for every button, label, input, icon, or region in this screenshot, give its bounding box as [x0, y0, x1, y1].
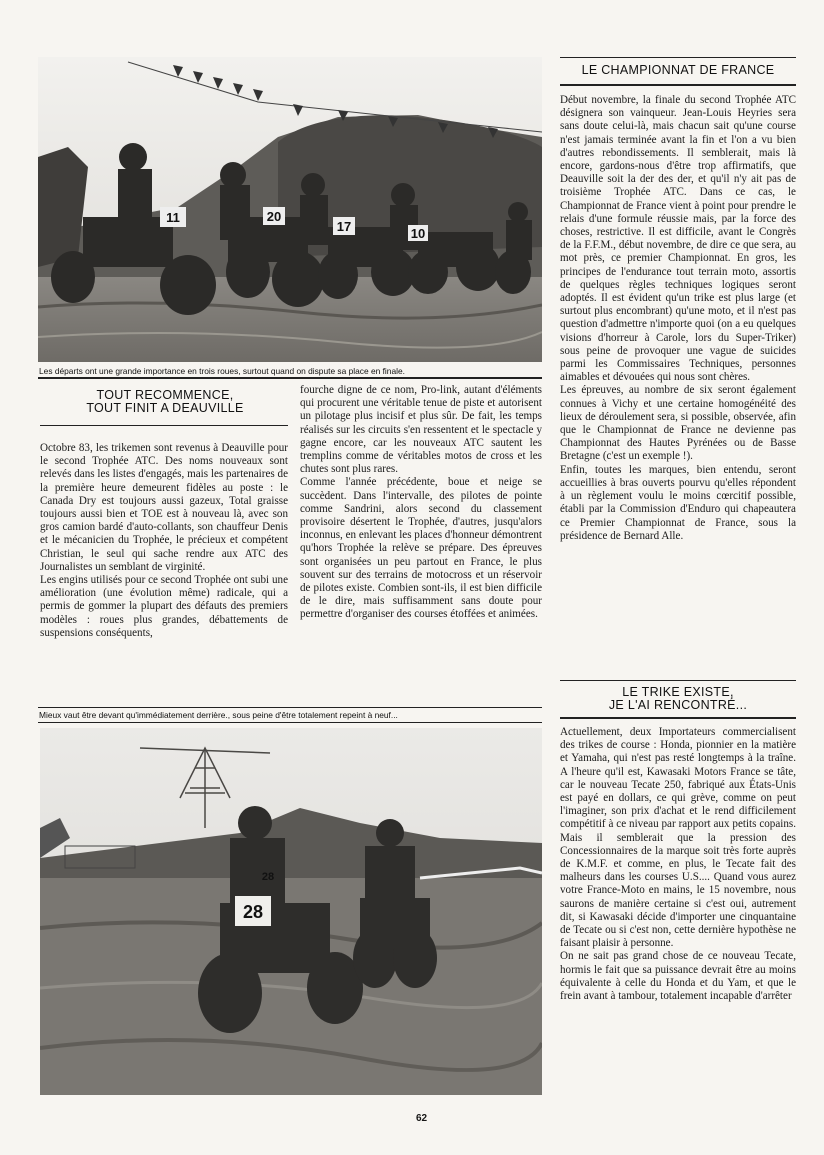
bib-number: 28	[261, 871, 275, 883]
article3-body	[560, 726, 796, 1096]
article2-title-rule-top	[560, 57, 796, 58]
bottom-photo-caption: Mieux vaut être devant qu'immédiatement derrière., sous peine d'être totalement repeint à neuf...	[39, 710, 398, 720]
page-number: 62	[416, 1113, 428, 1124]
bib-number: 28	[242, 902, 264, 922]
article2-title: LE CHAMPIONNAT DE FRANCE	[581, 63, 775, 77]
paragraph: Début novembre, la finale du second Trophée ATC désignera son vainqueur. Jean-Louis Heyries sera sans doute celui-là, mais chacun sait qu'une course n'est jamais terminée avant la fin et l'on a vu bien d'autres rebondissements. Il semblerait, mais là encore, gardons-nous d'être trop affirmatifs, que Deauville soit la der des der, et qu'il n'y ait pas de troisième Trophée ATC. Dans ce cas, le Championnat de France vient à point pour prendre le relais d'une formule réussie mais, par la force des choses, restrictive. Il est difficile, avant le Congrès de la F.F.M., début novembre, de dire ce que sera, au mot près, ce premier Championnat. En gros, les principes de l'endurance tout terrain moto, assortis de quelques règles techniques logiques seront adoptés. Il est évident qu'un trike est plus large (et surtout plus encombrant) qu'une moto, et il n'est pas question d'admettre n'importe quoi (on a eu quelques visions d'horreur à Carole, lors du Super-Triker) sous peine de provoquer une vague de suicides parmi les Commissaires Techniques, personnes aimables et dévouées qui nous sont chères.	[560, 94, 796, 384]
article1-column1	[40, 442, 288, 703]
article2-body	[560, 94, 796, 676]
article1-column2	[300, 384, 542, 704]
article2-title-rule	[560, 84, 796, 86]
paragraph: Les engins utilisés pour ce second Trophée ont subi une amélioration (une évolution même) radicale, qui a permis de gommer la plupart des défauts des premiers modèles : roues plus grandes, débattements de suspensions conséquents,	[40, 574, 288, 639]
top-photo-caption: Les départs ont une grande importance en trois roues, surtout quand on dispute sa place en finale.	[39, 366, 405, 376]
article3-title-rule	[560, 717, 796, 719]
paragraph: Les épreuves, au nombre de six seront également connues à Vichy et une certaine homogénéité des lieux de déroulement sera, si possible, observée, afin que le Championnat de France ne devienne pas Championnat des Hautes Pyrénées ou de Basse Bretagne (c'est un exemple !).	[560, 384, 796, 463]
bottom-caption-rule-top	[38, 707, 542, 708]
article3-title-line2: JE L'AI RENCONTRÉ...	[608, 698, 748, 712]
bib-number: 11	[166, 210, 180, 225]
article1-title-line2: TOUT FINIT A DEAUVILLE	[86, 401, 244, 415]
top-photo	[38, 57, 542, 362]
paragraph: Actuellement, deux Importateurs commercialisent des trikes de course : Honda, pionnier en la matière et Yamaha, qui n'est pas resté longtemps à la traîne. A l'heure qu'il est, Kawasaki Motors France se tâte, car le nouveau Tecate 250, fabriqué aux États-Unis est payé en dollars, ce qui grève, comme on peut l'imaginer, son prix d'achat et le rend difficilement compétitif à ce niveau par rapport aux petits copains. Mais il semblerait que la pression des Concessionnaires de la marque soit très forte auprès de K.M.F. et comme, en plus, le Tecate fait des malheurs dans les courses U.S.... Quand vous aurez votre France-Moto en mains, le 15 novembre, nous saurons de manière certaine si c'est oui, autrement dit, si Kawasaki décide d'importer une cinquantaine de Tecate ou si c'est non, cette dernière hypothèse ne faisant plaisir à personne.	[560, 726, 796, 950]
article1-title	[60, 389, 270, 415]
bib-number: 17	[336, 219, 352, 234]
bottom-caption-rule	[38, 722, 542, 723]
article3-title	[560, 686, 796, 712]
bib-number: 10	[410, 226, 426, 241]
article3-title-rule-top	[560, 680, 796, 681]
paragraph: Enfin, toutes les marques, bien entendu, seront accueillies à bras ouverts pourvu qu'elles répondent à un règlement voulu le moins cœrcitif possible, établi par la Commission d'Enduro qui chapeautera ce Premier Championnat de France, sous la présidence de Bernard Alle.	[560, 463, 796, 542]
article1-title-rule	[40, 425, 288, 426]
caption-rule	[38, 377, 542, 379]
paragraph: Comme l'année précédente, boue et neige se succèdent. Dans l'intervalle, des pilotes de pointe comme Sandrini, alors second du classement provisoire désertent le Trophée, d'autres, jusqu'alors inconnus, en enlevant les places d'honneur démontrent qu'hors Trophée la relève se prépare. Des épreuves sont organisées un peu partout en France, le plus souvent sur des terrains de motocross et un réservoir de pilotes existe. Combien sont-ils, il est bien difficile de le dire, mais suffisamment sans doute pour permettre d'organiser des courses étoffées et animées.	[300, 476, 542, 621]
paragraph: fourche digne de ce nom, Pro-link, autant d'éléments qui procurent une véritable tenue de piste et autorisent un pilotage plus incisif et plus sûr. De fait, les temps réalisés sur les circuits s'en ressentent et le spectacle y gagne encore, car les nouveaux ATC sautent les tremplins comme de véritables motos de cross et les chutes sont plus rares.	[300, 384, 542, 476]
paragraph: Octobre 83, les trikemen sont revenus à Deauville pour le second Trophée ATC. Des noms nouveaux sont relevés dans les listes d'engagés, mais les partenaires de la première heure demeurent fidèles au poste : le Canada Dry est toujours aussi gazeux, Total graisse toujours aussi bien et TOE est à nouveau là, avec son gros camion bardé d'auto-collants, son chauffeur Denis et le mécanicien du Trophée, le précieux et compétent Christian, le seul qui sache rendre aux ATC des Journalistes un semblant de virginité.	[40, 442, 288, 573]
article1-title-line1: TOUT RECOMMENCE,	[96, 388, 234, 402]
article3-title-line1: LE TRIKE EXISTE,	[622, 685, 734, 699]
paragraph: On ne sait pas grand chose de ce nouveau Tecate, hormis le fait que sa puissance devrait être au moins équivalente à celle du Honda et du Yam, et que le frein avant à tambour, totalement incapable d'arrêter	[560, 950, 796, 1003]
bottom-photo	[40, 728, 542, 1095]
bib-number: 20	[266, 209, 282, 224]
